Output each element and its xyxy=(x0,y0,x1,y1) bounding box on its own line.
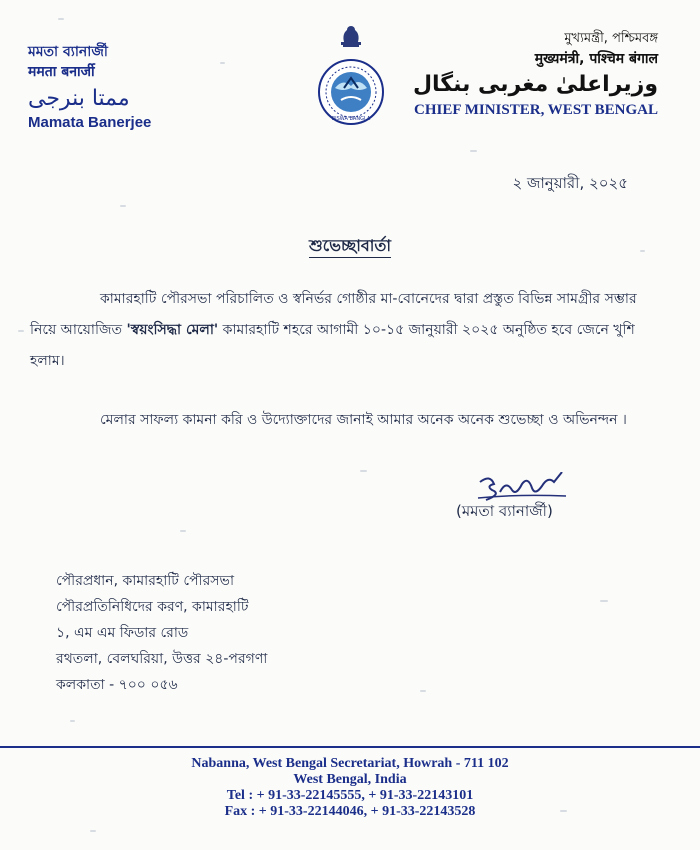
paper-speck xyxy=(70,720,75,722)
footer-tel: Tel : + 91-33-22145555, + 91-33-22143101 xyxy=(226,788,474,803)
recipient-line: পৌরপ্রধান, কামারহাটি পৌরসভা xyxy=(56,573,235,589)
letter-title-row xyxy=(0,233,700,260)
name-urdu: ممتا بنرجی xyxy=(28,86,130,111)
letterhead-right xyxy=(413,30,658,119)
paper-speck xyxy=(360,470,367,472)
paper-speck xyxy=(600,600,608,602)
body-paragraph-1 xyxy=(30,284,650,377)
paper-speck xyxy=(90,830,96,832)
letter-date: ২ জানুয়ারী, ২০২৫ xyxy=(512,174,628,192)
paper-speck xyxy=(18,330,24,332)
title-hindi: मुख्यमंत्री, पश्चिम बंगाल xyxy=(534,51,658,67)
paper-speck xyxy=(180,530,186,532)
recipient-line: পৌরপ্রতিনিধিদের করণ, কামারহাটি xyxy=(56,599,249,615)
paragraph-1-before: কামারহাটি পৌরসভা পরিচালিত ও স্বনির্ভর গোষ্ঠীর মা-বোনেদের দ্বারা প্রস্তুত বিভিন্ন সামগ্রীর সম্ভার নিয়ে আয়োজিত xyxy=(30,291,637,338)
title-urdu: وزیراعلیٰ مغربی بنگال xyxy=(412,72,658,97)
paragraph-2-text: মেলার সাফল্য কামনা করি ও উদ্যোক্তাদের জানাই আমার অনেক অনেক শুভেচ্ছা ও অভিনন্দন । xyxy=(100,412,627,428)
name-english: Mamata Banerjee xyxy=(28,114,152,131)
letterhead-left xyxy=(28,42,151,131)
paper-speck xyxy=(470,150,477,152)
paper-speck xyxy=(420,690,426,692)
recipient-address xyxy=(56,568,267,698)
recipient-line: রথতলা, বেলঘরিয়া, উত্তর ২৪-পরগণা xyxy=(56,651,268,667)
signatory-name: (মমতা ব্যানার্জী) xyxy=(456,502,553,520)
event-name: 'স্বয়ংসিদ্ধা মেলা' xyxy=(126,322,219,338)
title-bengali: মুখ্যমন্ত্রী, পশ্চিমবঙ্গ xyxy=(564,31,658,46)
title-english: CHIEF MINISTER, WEST BENGAL xyxy=(414,102,658,118)
biswa-bangla-emblem xyxy=(311,22,391,126)
recipient-line: ১, এম এম ফিডার রোড xyxy=(56,625,189,641)
handwritten-signature xyxy=(474,472,570,502)
emblem-text: BISWA BANGLA xyxy=(331,116,371,122)
name-bengali: মমতা ব্যানার্জী xyxy=(28,44,108,60)
paper-speck xyxy=(220,62,225,64)
name-hindi: ममता बनार्जी xyxy=(28,64,95,80)
footer-address: Nabanna, West Bengal Secretariat, Howrah - 711 102 xyxy=(191,756,509,771)
recipient-line: কলকাতা - ৭০০ ০৫৬ xyxy=(56,677,178,693)
footer-state: West Bengal, India xyxy=(293,772,407,787)
footer-fax: Fax : + 91-33-22144046, + 91-33-22143528 xyxy=(224,804,476,819)
letter-title: শুভেচ্ছাবার্তা xyxy=(309,236,391,258)
paragraph-1-after: কামারহাটি শহরে আগামী ১০-১৫ জানুয়ারী ২০২৫ অনুষ্ঠিত হবে জেনে খুশি হলাম। xyxy=(30,322,635,369)
paper-speck xyxy=(58,18,64,20)
footer-divider xyxy=(0,746,700,748)
footer xyxy=(0,756,700,820)
emblem-seal xyxy=(319,60,383,124)
paper-speck xyxy=(120,205,126,207)
body-paragraph-2 xyxy=(30,405,650,436)
